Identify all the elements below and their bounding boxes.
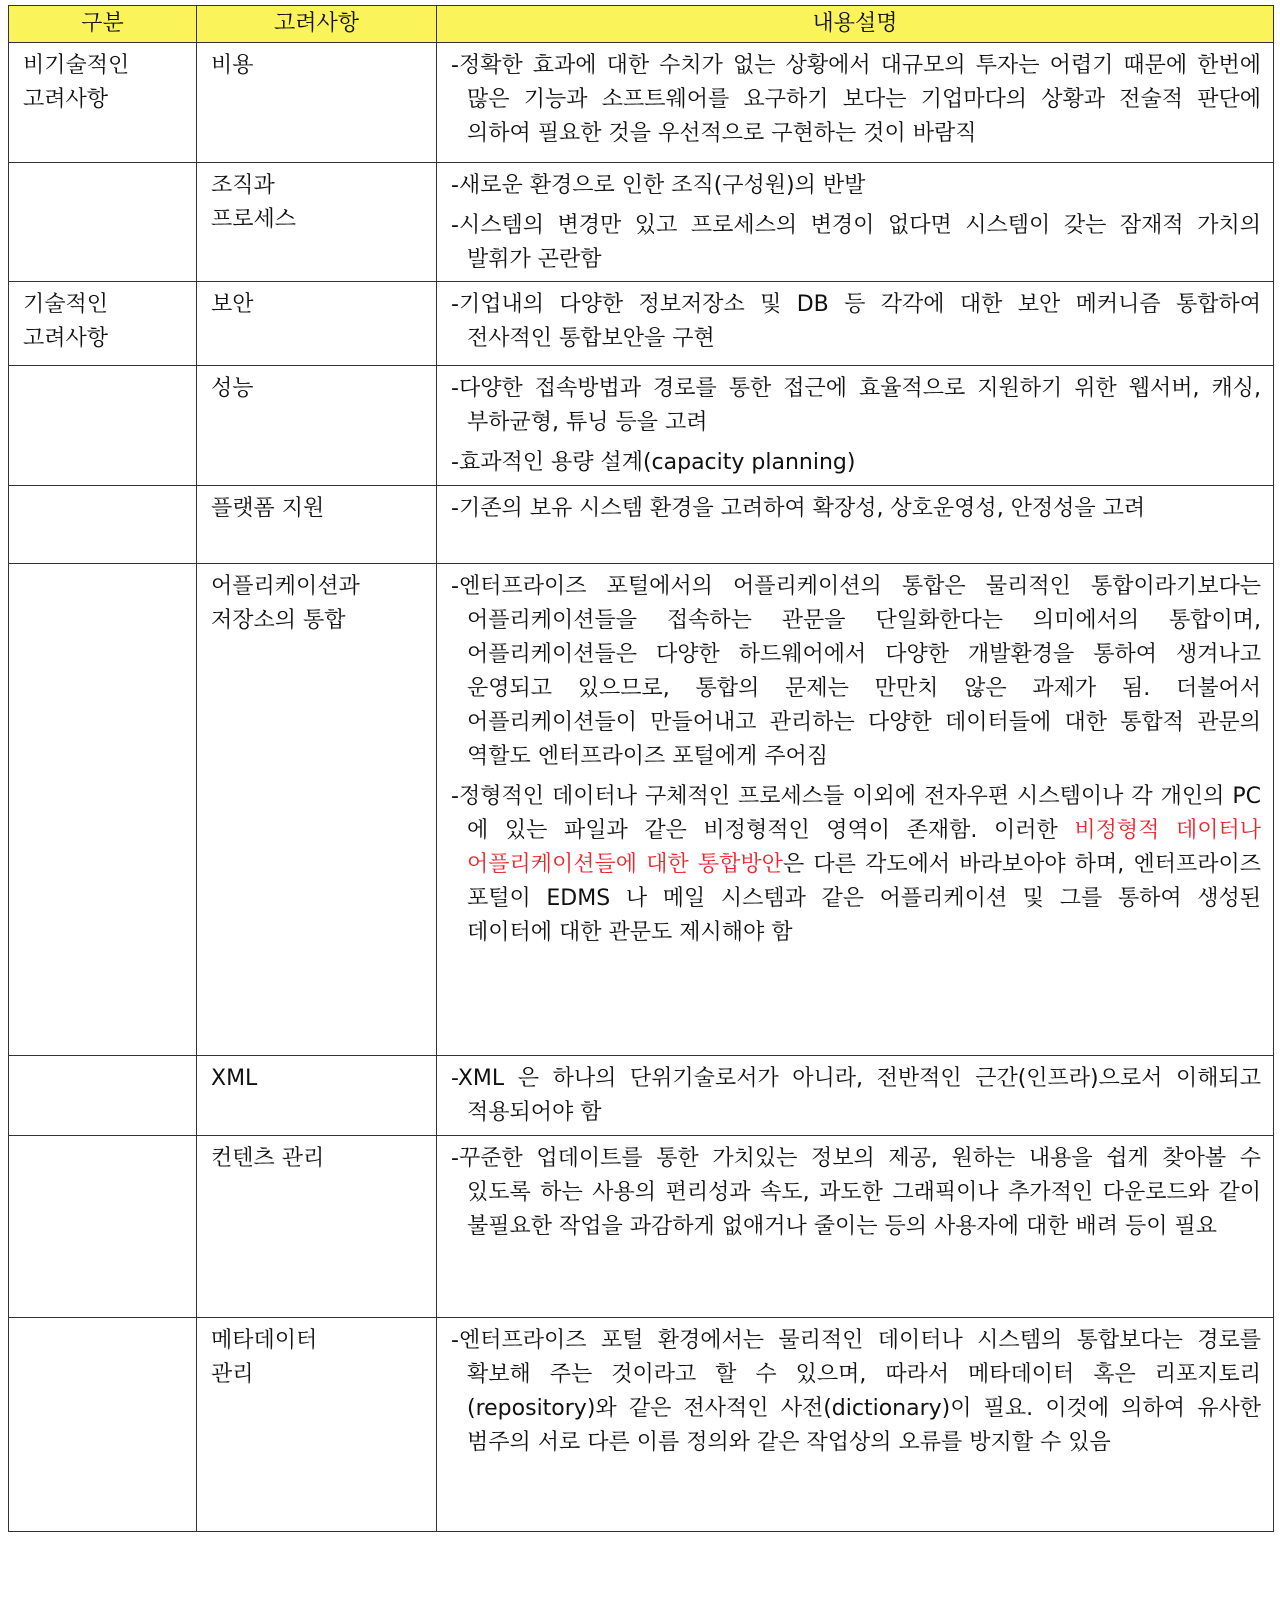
description-paragraph: -다양한 접속방법과 경로를 통한 접근에 효율적으로 지원하기 위한 웹서버, 캐싱, 부하균형, 튜닝 등을 고려 bbox=[451, 376, 1261, 435]
category-cell bbox=[9, 1056, 197, 1136]
table-row bbox=[9, 1136, 1274, 1318]
table-header-row bbox=[9, 6, 1274, 43]
category-cell bbox=[9, 1318, 197, 1532]
category-cell bbox=[9, 163, 197, 282]
header-consideration: 고려사항 bbox=[197, 6, 437, 43]
description-cell bbox=[437, 1056, 1274, 1136]
consideration-cell: 어플리케이션과 저장소의 통합 bbox=[197, 564, 437, 1056]
category-cell bbox=[9, 1136, 197, 1318]
table-row bbox=[9, 564, 1274, 1056]
description-cell bbox=[437, 564, 1274, 1056]
description-paragraph: -시스템의 변경만 있고 프로세스의 변경이 없다면 시스템이 갖는 잠재적 가치의 발휘가 곤란함 bbox=[451, 213, 1261, 272]
description-cell bbox=[437, 1318, 1274, 1532]
description-paragraph: -정확한 효과에 대한 수치가 없는 상황에서 대규모의 투자는 어렵기 때문에 한번에 많은 기능과 소프트웨어를 요구하기 보다는 기업마다의 상황과 전술적 판단에 의하여 필요한 것을 우선적으로 구현하는 것이 바람직 bbox=[451, 53, 1261, 146]
header-category: 구분 bbox=[9, 6, 197, 43]
consideration-cell: 컨텐츠 관리 bbox=[197, 1136, 437, 1318]
description-cell bbox=[437, 282, 1274, 366]
description-paragraph bbox=[451, 780, 1261, 950]
consideration-cell: 플랫폼 지원 bbox=[197, 486, 437, 564]
description-paragraph: -새로운 환경으로 인한 조직(구성원)의 반발 bbox=[451, 173, 866, 198]
description-paragraph: -기업내의 다양한 정보저장소 및 DB 등 각각에 대한 보안 메커니즘 통합하여 전사적인 통합보안을 구현 bbox=[451, 292, 1261, 351]
table-row bbox=[9, 486, 1274, 564]
paragraph-text: -정형적인 데이터나 구체적인 프로세스들 이외에 전자우편 시스템이나 각 개인의 PC 에 있는 파일과 같은 비정형적인 영역이 존재함. 이러한 bbox=[451, 784, 1261, 843]
category-cell bbox=[9, 564, 197, 1056]
description-paragraph: -꾸준한 업데이트를 통한 가치있는 정보의 제공, 원하는 내용을 쉽게 찾아볼 수 있도록 하는 사용의 편리성과 속도, 과도한 그래픽이나 추가적인 다운로드와 같이 불필요한 작업을 과감하게 없애거나 줄이는 등의 사용자에 대한 배려 등이 필요 bbox=[451, 1146, 1261, 1239]
highlighted-text: 비정형적 데이터나 어플리케이션들에 대한 통합방안 bbox=[467, 818, 1261, 877]
description-cell bbox=[437, 163, 1274, 282]
consideration-cell: XML bbox=[197, 1056, 437, 1136]
category-cell: 기술적인 고려사항 bbox=[9, 282, 197, 366]
category-cell: 비기술적인 고려사항 bbox=[9, 43, 197, 163]
consideration-cell: 보안 bbox=[197, 282, 437, 366]
description-cell bbox=[437, 486, 1274, 564]
description-paragraph: -엔터프라이즈 포털에서의 어플리케이션의 통합은 물리적인 통합이라기보다는 어플리케이션들을 접속하는 관문을 단일화한다는 의미에서의 통합이며, 어플리케이션들은 다양한 하드웨어에서 다양한 개발환경을 통하여 생겨나고 운영되고 있으므로, 통합의 문제는 만만치 않은 과제가 됨. 더불어서 어플리케이션들이 만들어내고 관리하는 다양한 데이터들에 대한 통합적 관문의 역할도 엔터프라이즈 포털에게 주어짐 bbox=[451, 574, 1261, 769]
description-cell bbox=[437, 43, 1274, 163]
description-paragraph: -XML 은 하나의 단위기술로서가 아니라, 전반적인 근간(인프라)으로서 이해되고 적용되어야 함 bbox=[451, 1066, 1261, 1125]
table-row bbox=[9, 282, 1274, 366]
consideration-cell: 조직과 프로세스 bbox=[197, 163, 437, 282]
description-paragraph: -기존의 보유 시스템 환경을 고려하여 확장성, 상호운영성, 안정성을 고려 bbox=[451, 496, 1146, 521]
description-paragraph: -엔터프라이즈 포털 환경에서는 물리적인 데이터나 시스템의 통합보다는 경로를 확보해 주는 것이라고 할 수 있으며, 따라서 메타데이터 혹은 리포지토리(repository)와 같은 전사적인 사전(dictionary)이 필요. 이것에 의하여 유사한 범주의 서로 다른 이름 정의와 같은 작업상의 오류를 방지할 수 있음 bbox=[451, 1328, 1261, 1455]
table-row bbox=[9, 1056, 1274, 1136]
description-cell bbox=[437, 1136, 1274, 1318]
consideration-cell: 비용 bbox=[197, 43, 437, 163]
header-description: 내용설명 bbox=[437, 6, 1274, 43]
description-paragraph: -효과적인 용량 설계(capacity planning) bbox=[451, 450, 856, 475]
table-row bbox=[9, 43, 1274, 163]
description-cell bbox=[437, 366, 1274, 486]
table-row bbox=[9, 366, 1274, 486]
considerations-table bbox=[8, 5, 1274, 1532]
category-cell bbox=[9, 486, 197, 564]
table-row bbox=[9, 163, 1274, 282]
consideration-cell: 메타데이터 관리 bbox=[197, 1318, 437, 1532]
paragraph-text: 은 다른 각도에서 바라보아야 하며, 엔터프라이즈 포털이 EDMS 나 메일 시스템과 같은 어플리케이션 및 그를 통하여 생성된 데이터에 대한 관문도 제시해야 함 bbox=[467, 852, 1261, 945]
table-row bbox=[9, 1318, 1274, 1532]
consideration-cell: 성능 bbox=[197, 366, 437, 486]
category-cell bbox=[9, 366, 197, 486]
